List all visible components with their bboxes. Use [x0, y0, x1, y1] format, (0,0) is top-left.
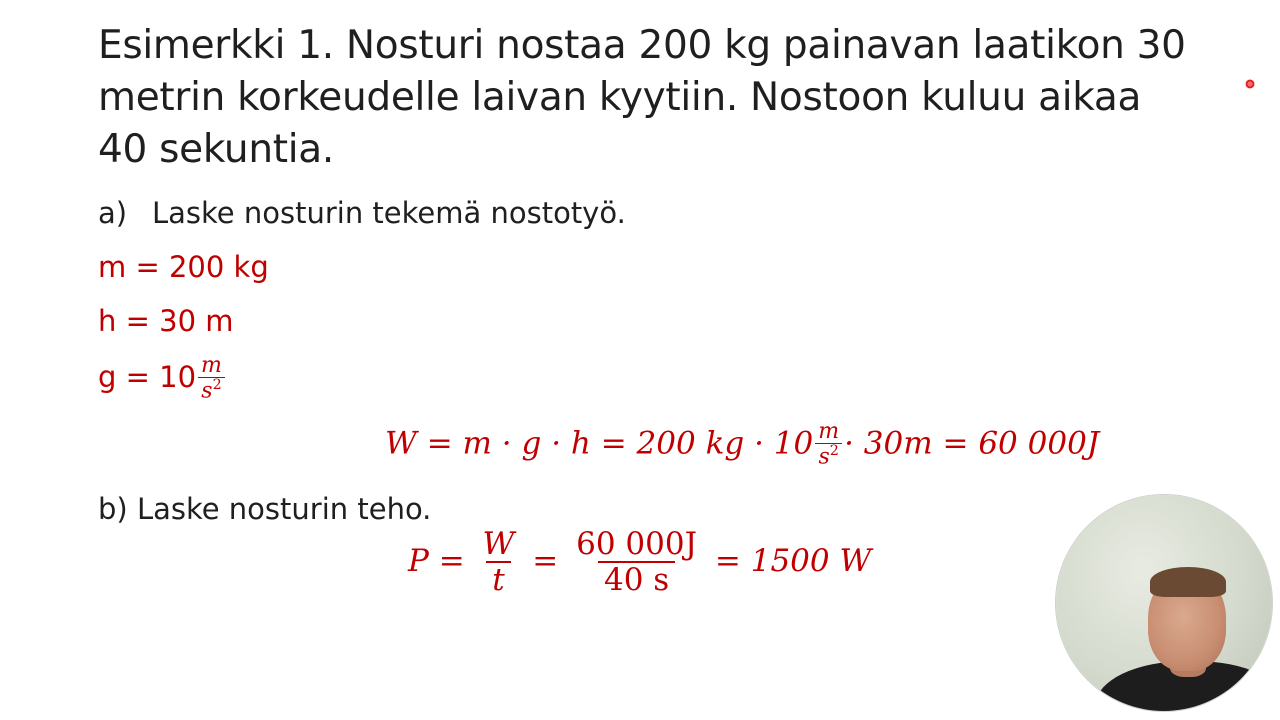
presenter-hair: [1150, 567, 1226, 597]
title-line-1: Esimerkki 1. Nosturi nostaa 200 kg painavan laatikon 30: [98, 23, 1186, 68]
gravity-unit-fraction: [198, 354, 225, 404]
work-equation-rhs: · 30m = 60 000J: [844, 425, 1100, 462]
given-gravity-value: g = 10: [98, 359, 197, 394]
power-fraction-numerator: W: [482, 526, 515, 562]
gravity-unit-numerator: m: [201, 353, 222, 378]
work-equation: [385, 420, 1099, 470]
power-numeric-denominator: 40 s: [598, 561, 675, 597]
given-height: h = 30 m: [98, 304, 234, 338]
question-a: [98, 196, 626, 230]
power-equation-equals: =: [532, 542, 559, 579]
work-unit-numerator: m: [818, 419, 840, 444]
given-mass: m = 200 kg: [98, 250, 269, 284]
slide-title: [98, 20, 1186, 176]
title-line-2: metrin korkeudelle laivan kyytiin. Nostoon kuluu aikaa: [98, 75, 1142, 120]
gravity-unit-exponent: 2: [212, 377, 222, 394]
work-unit-exponent: 2: [829, 443, 839, 460]
question-b: b) Laske nosturin teho.: [98, 492, 432, 526]
power-equation: [408, 528, 871, 597]
laser-pointer-icon: [1245, 79, 1255, 89]
power-fraction-numeric: [570, 528, 703, 597]
work-equation-lhs: W = m · g · h = 200 kg · 10: [385, 425, 814, 462]
gravity-unit-denominator: s: [201, 378, 213, 404]
power-fraction-denominator: t: [486, 561, 510, 597]
question-a-text: Laske nosturin tekemä nostotyö.: [152, 196, 626, 230]
power-equation-lhs: P =: [408, 542, 465, 579]
power-fraction-symbolic: [477, 528, 521, 597]
power-equation-rhs: = 1500 W: [714, 542, 872, 579]
given-gravity: [98, 354, 227, 404]
work-unit-denominator: s: [818, 444, 830, 470]
webcam-overlay: [1056, 495, 1272, 711]
title-line-3: 40 sekuntia.: [98, 127, 334, 172]
question-a-prefix: a): [98, 196, 128, 230]
power-numeric-numerator: 60 000J: [576, 526, 698, 562]
work-unit-fraction: [815, 420, 842, 470]
